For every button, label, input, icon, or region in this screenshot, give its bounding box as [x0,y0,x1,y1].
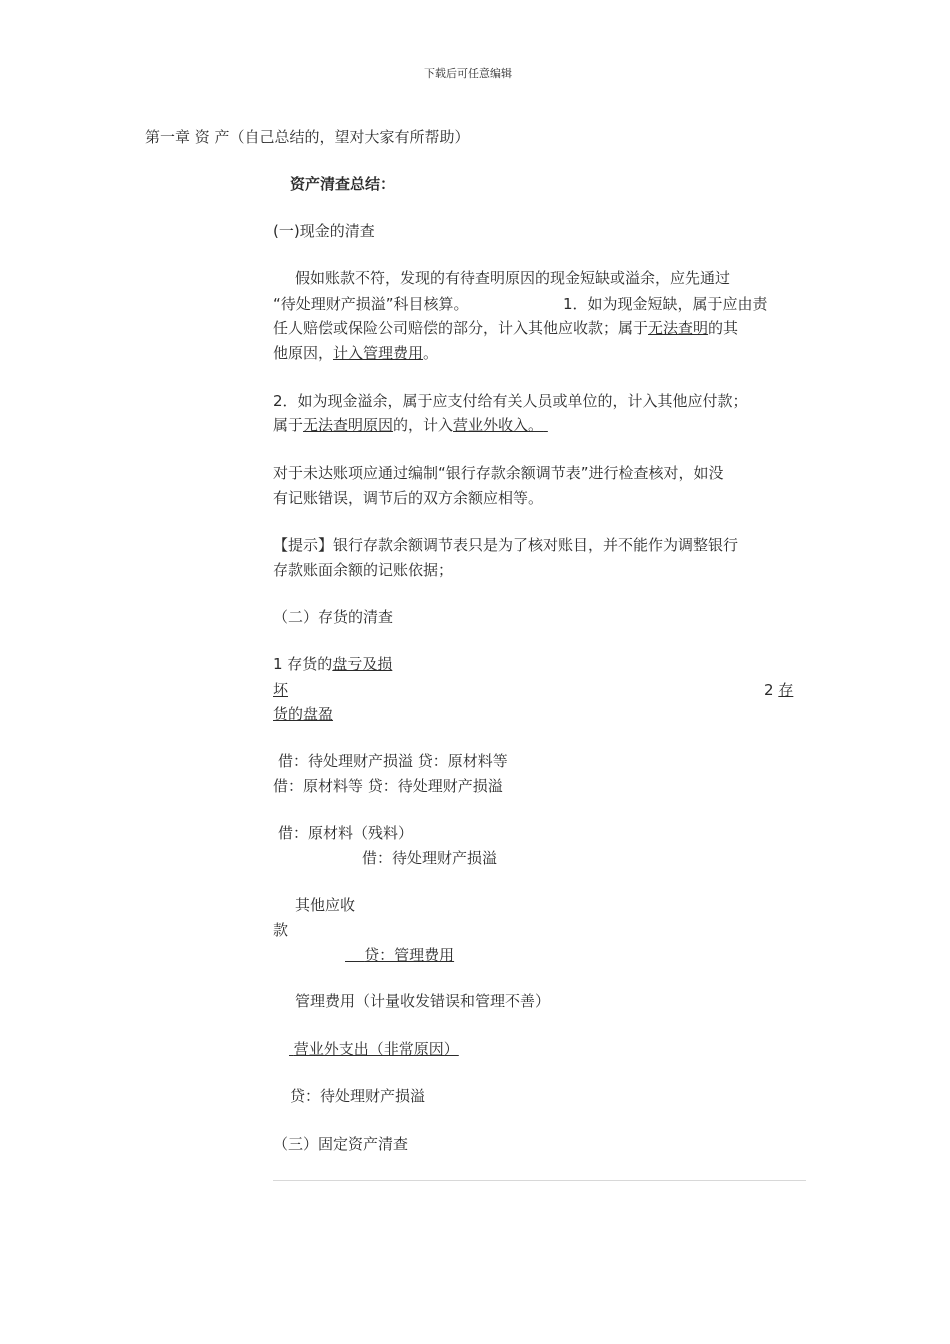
inventory-entry1: 借：待处理财产损溢 贷：原材料等 [278,752,508,770]
inventory-entry6: 贷：管理费用 [364,946,455,964]
inventory-item2 [764,680,793,700]
cash-para2-trailing-space [543,416,548,434]
cash-para1-line4b: 计入管理费用 [333,344,424,362]
inventory-entry6-pad [345,946,364,964]
chapter-title: 第一章 资 产（自己总结的，望对大家有所帮助） [145,128,470,146]
header-note: 下载后可任意编辑 [424,67,512,80]
inventory-heading: （二）存货的清查 [273,608,394,626]
inventory-entry7: 管理费用（计量收发错误和管理不善） [295,992,551,1010]
inventory-item1-cont: 坏 [273,681,289,699]
section-title: 资产清查总结： [290,175,396,193]
inventory-entry8-wrap [289,1039,459,1059]
cash-para1-line3 [273,318,738,338]
cash-para3-line1: 对于未达账项应通过编制“银行存款余额调节表”进行检查核对，如没 [273,464,724,482]
cash-para1-line2b: 1．如为现金短缺，属于应由责 [563,295,768,313]
cash-tip-line1: 【提示】银行存款余额调节表只是为了核对账目，并不能作为调整银行 [273,536,739,554]
page-divider [273,1180,806,1181]
cash-para2-line2b: 无法查明原因 [303,416,394,434]
cash-para2-line1: 2．如为现金溢余，属于应支付给有关人员或单位的，计入其他应付款； [273,392,748,410]
cash-para2-line2d: 营业外收入。 [453,416,544,434]
cash-para1-line4a: 他原因， [273,344,334,362]
inventory-item1-underlined: 盘亏及损 [332,655,393,673]
inventory-item1-prefix: 1 存货的 [273,655,333,673]
inventory-entry4: 借：待处理财产损溢 [362,849,498,867]
inventory-item2-cont: 货的盘盈 [273,705,334,723]
cash-para1-line2a: “待处理财产损溢”科目核算。 [273,295,469,313]
cash-tip-line2: 存款账面余额的记账依据； [273,561,454,579]
cash-heading: (一)现金的清查 [273,222,375,240]
cash-para1-line4 [273,343,438,363]
inventory-entry5a: 其他应收 [295,896,356,914]
cash-para3-line2: 有记账错误，调节后的双方余额应相等。 [273,489,544,507]
cash-para1-line1: 假如账款不符，发现的有待查明原因的现金短缺或溢余，应先通过 [295,269,731,287]
cash-para2-line2a: 属于 [273,416,304,434]
inventory-item1 [273,654,392,674]
cash-para1-line4c: 。 [423,344,439,362]
inventory-entry2: 借：原材料等 贷：待处理财产损溢 [273,777,503,795]
cash-para2-line2c: 的，计入 [393,416,454,434]
cash-para1-line3c: 的其 [708,319,739,337]
cash-para1-line3a: 任人赔偿或保险公司赔偿的部分，计入其他应收款；属于 [273,319,649,337]
inventory-item2-underlined: 存 [778,681,794,699]
inventory-item2-prefix: 2 [764,681,779,699]
inventory-entry9: 贷：待处理财产损溢 [290,1087,426,1105]
inventory-entry5b: 款 [273,921,289,939]
cash-para1-line3b: 无法查明 [648,319,709,337]
inventory-entry3: 借：原材料（残料） [278,824,414,842]
inventory-entry6-wrap [345,945,454,965]
fixed-assets-heading: （三）固定资产清查 [273,1135,409,1153]
inventory-entry8: 营业外支出（非常原因） [293,1040,459,1058]
cash-para2-line2 [273,415,548,435]
